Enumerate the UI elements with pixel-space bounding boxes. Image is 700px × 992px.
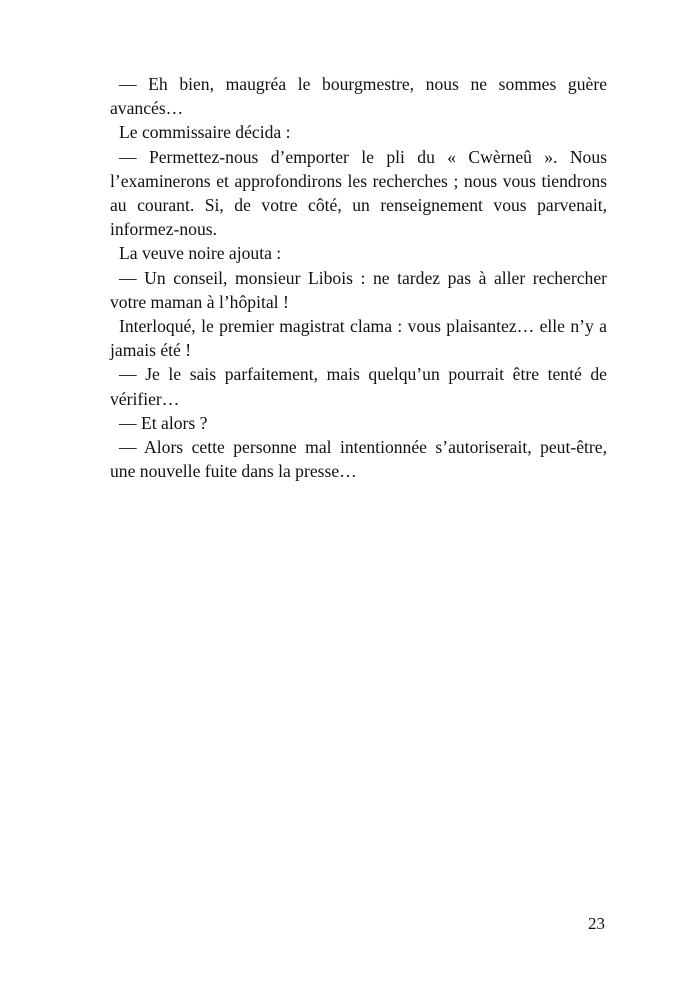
paragraph-6: Interloqué, le premier magistrat clama : vous plaisantez… elle n’y a jamais été ! [110,316,607,361]
paragraph-9: — Alors cette personne mal intentionnée s’autoriserait, peut-être, une nouvelle fuite dans la presse… [110,437,607,482]
paragraph-1: — Eh bien, maugréa le bourgmestre, nous ne sommes guère avancés… [110,74,607,119]
paragraph-7: — Je le sais parfaitement, mais quelqu’un pourrait être tenté de vérifier… [110,364,607,409]
body-text [110,72,607,483]
paragraph-2: Le commissaire décida : [119,122,291,143]
paragraph-3: — Permettez-nous d’emporter le pli du « Cwèrneû ». Nous l’examinerons et approfondirons les recherches ; nous vous tiendrons au courant. Si, de votre côté, un renseignement vous parvenait, informez-nous. [110,146,607,240]
page-number: 23 [588,914,605,933]
paragraph-8: — Et alors ? [119,412,208,433]
paragraph-5: — Un conseil, monsieur Libois : ne tardez pas à aller rechercher votre maman à l’hôpital ! [110,267,607,312]
paragraph-4: La veuve noire ajouta : [119,243,282,264]
